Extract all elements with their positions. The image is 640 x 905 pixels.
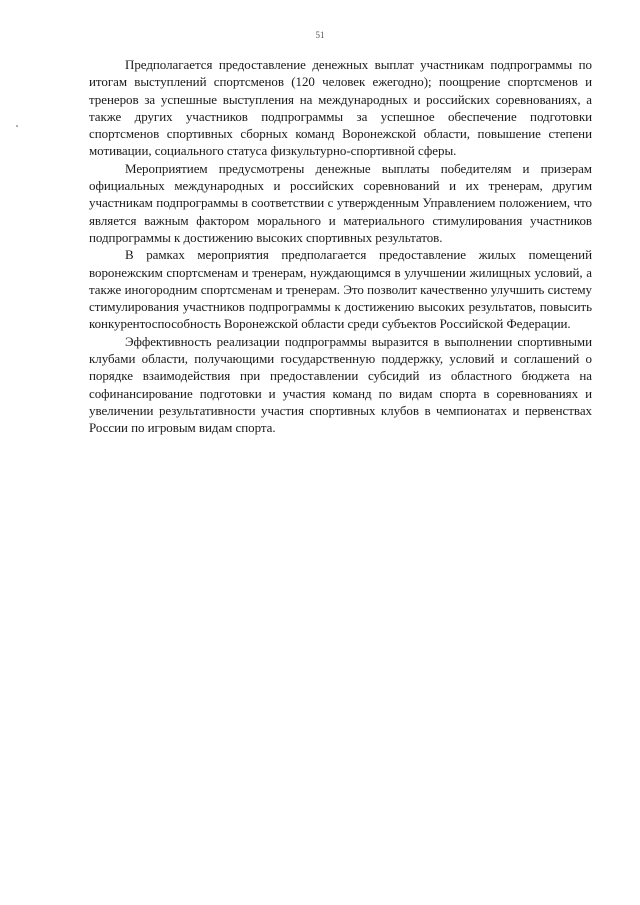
paragraph-housing: В рамках мероприятия предполагается предоставление жилых помещений воронежским спортсменам и тренерам, нуждающимся в улучшении жилищных условий, а также иногородним спортсменам и тренерам. Это позволит качественно улучшить систему стимулирования участников подпрограммы к достижению высоких результатов, повысить конкурентоспособность Воронежской области среди субъектов Российской Федерации. [89,247,592,332]
page-number: 51 [315,30,325,40]
paragraph-prize-payments: Мероприятием предусмотрены денежные выплаты победителям и призерам официальных международных и российских соревнований и их тренерам, другим участникам подпрограммы в соответствии с утвержденным Управлением положением, что является важным фактором морального и материального стимулирования участников подпрограммы к достижению высоких спортивных результатов. [89,160,592,245]
paragraph-payments: Предполагается предоставление денежных выплат участникам подпрограммы по итогам выступлений спортсменов (120 человек ежегодно); поощрение спортсменов и тренеров за успешные выступления на международных и российских соревнованиях, а также других участников подпрограммы за успешное обеспечение подготовки спортсменов спортивных сборных команд Воронежской области, повышение степени мотивации, социального статуса физкультурно-спортивной сферы. [89,57,592,159]
paragraph-efficiency: Эффективность реализации подпрограммы выразится в выполнении спортивными клубами области, получающими государственную поддержку, условий и соглашений о порядке взаимодействия при предоставлении субсидий из областного бюджета на софинансирование подготовки и участия команд по видам спорта в соревнованиях и увеличении результативности участия спортивных клубов в чемпионатах и первенствах России по игровым видам спорта. [89,333,592,436]
document-body [89,56,592,437]
margin-speck [16,125,18,127]
